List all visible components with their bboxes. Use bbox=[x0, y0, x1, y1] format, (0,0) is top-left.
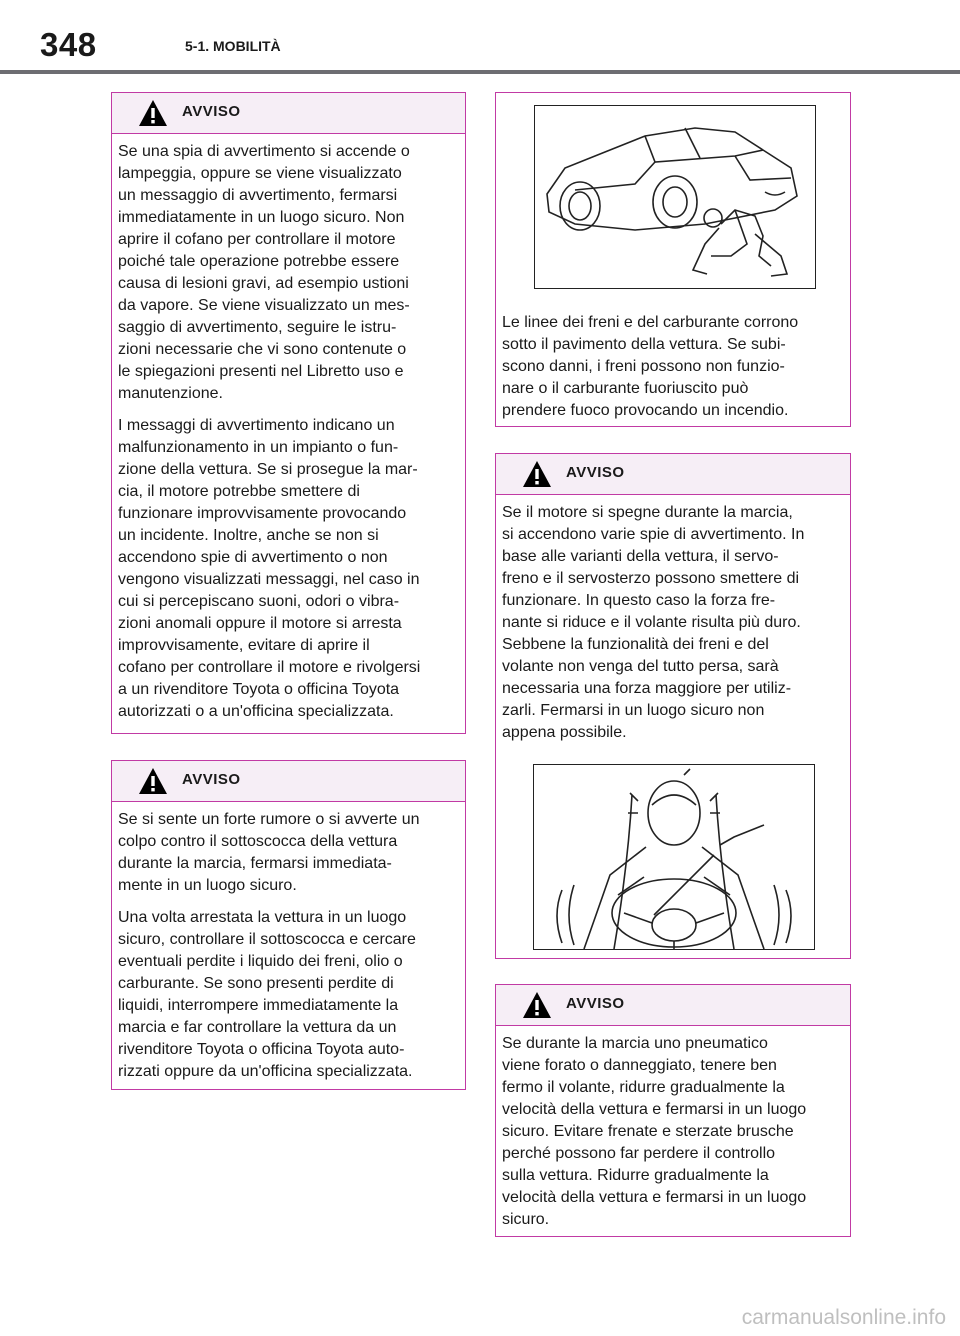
warning-paragraph: Se una spia di avvertimento si accende o lampeggia, oppure se viene visualizzato un messaggio di avvertimento, fermarsi immediatamente in un luogo sicuro. Non aprire il cofano per controllare il motore poiché tale operazione potrebbe essere causa di lesioni gravi, ad esempio ustioni da vapore. Se viene visualizzato un mes- saggio di avvertimento, seguire le istru- zioni necessarie che vi sono contenute o le spiegazioni presenti nel Libretto uso e manutenzione. bbox=[118, 143, 410, 402]
header-rule bbox=[0, 70, 960, 74]
warning-paragraph: Una volta arrestata la vettura in un luogo sicuro, controllare il sottoscocca e cercare eventuali perdite i liquido dei freni, olio o carburante. Se sono presenti perdite di liquidi, interrompere immediatamente la marcia e far controllare la vettura da un rivenditore Toyota o officina Toyota auto- rizzati oppure da un'officina specializzata. bbox=[118, 909, 416, 1080]
illustration-box-car bbox=[495, 92, 851, 427]
warning-box-header bbox=[496, 454, 850, 495]
warning-triangle-icon bbox=[138, 99, 168, 127]
watermark-text: carmanualsonline.info bbox=[741, 1306, 946, 1329]
warning-label: AVVISO bbox=[182, 771, 241, 788]
warning-box-header bbox=[112, 93, 465, 134]
car-underbody-inspection-image bbox=[535, 106, 815, 288]
warning-box-2 bbox=[111, 760, 466, 1090]
driver-steering-illustration bbox=[533, 764, 815, 950]
page-header bbox=[0, 0, 960, 76]
warning-triangle-icon bbox=[522, 460, 552, 488]
page-number: 348 bbox=[40, 26, 97, 63]
car-inspection-illustration bbox=[534, 105, 816, 289]
warning-triangle-icon bbox=[138, 767, 168, 795]
warning-box-header bbox=[496, 985, 850, 1026]
section-title: 5-1. MOBILITÀ bbox=[185, 38, 281, 54]
warning-paragraph: Se il motore si spegne durante la marcia, si accendono varie spie di avvertimento. In base alle varianti della vettura, il servo- freno e il servosterzo possono smettere di funzionare. In questo caso la forza fre- nante si riduce e il volante risulta più duro. Sebbene la funzionalità dei freni e del volante non venga del tutto persa, sarà necessaria una forza maggiore per utiliz- zarli. Fermarsi in un luogo sicuro non appena possibile. bbox=[502, 504, 805, 741]
warning-paragraph: Se durante la marcia uno pneumatico viene forato o danneggiato, tenere ben fermo il volante, ridurre gradualmente la velocità della vettura e fermarsi in un luogo sicuro. Evitare frenate e sterzate brusche perché possono far perdere il controllo sulla vettura. Ridurre gradualmente la velocità della vettura e fermarsi in un luogo sicuro. bbox=[502, 1035, 807, 1228]
warning-box-5 bbox=[495, 984, 851, 1237]
warning-box-4 bbox=[495, 453, 851, 959]
warning-triangle-icon bbox=[522, 991, 552, 1019]
warning-box-header bbox=[112, 761, 465, 802]
warning-label: AVVISO bbox=[566, 995, 625, 1012]
warning-paragraph: Le linee dei freni e del carburante corrono sotto il pavimento della vettura. Se subi- scono danni, i freni possono non funzio- nare o il carburante fuoriuscito può prendere fuoco provocando un incendio. bbox=[502, 314, 799, 419]
driver-gripping-wheel-image bbox=[534, 765, 814, 949]
warning-label: AVVISO bbox=[566, 464, 625, 481]
warning-box-1 bbox=[111, 92, 466, 734]
warning-paragraph: I messaggi di avvertimento indicano un malfunzionamento in un impianto o fun- zione della vettura. Se si prosegue la mar- cia, il motore potrebbe smettere di funzionare improvvisamente provocando un incidente. Inoltre, anche se non si accendono spie di avvertimento o non vengono visualizzati messaggi, nel caso in cui si percepiscano suoni, odori o vibra- zioni anomali oppure il motore si arresta improvvisamente, evitare di aprire il cofano per controllare il motore e rivolgersi a un rivenditore Toyota o officina Toyota autorizzati o a un'officina specializzata. bbox=[118, 417, 421, 720]
warning-label: AVVISO bbox=[182, 103, 241, 120]
warning-paragraph: Se si sente un forte rumore o si avverte un colpo contro il sottoscocca della vettura durante la marcia, fermarsi immediata- mente in un luogo sicuro. bbox=[118, 811, 420, 894]
